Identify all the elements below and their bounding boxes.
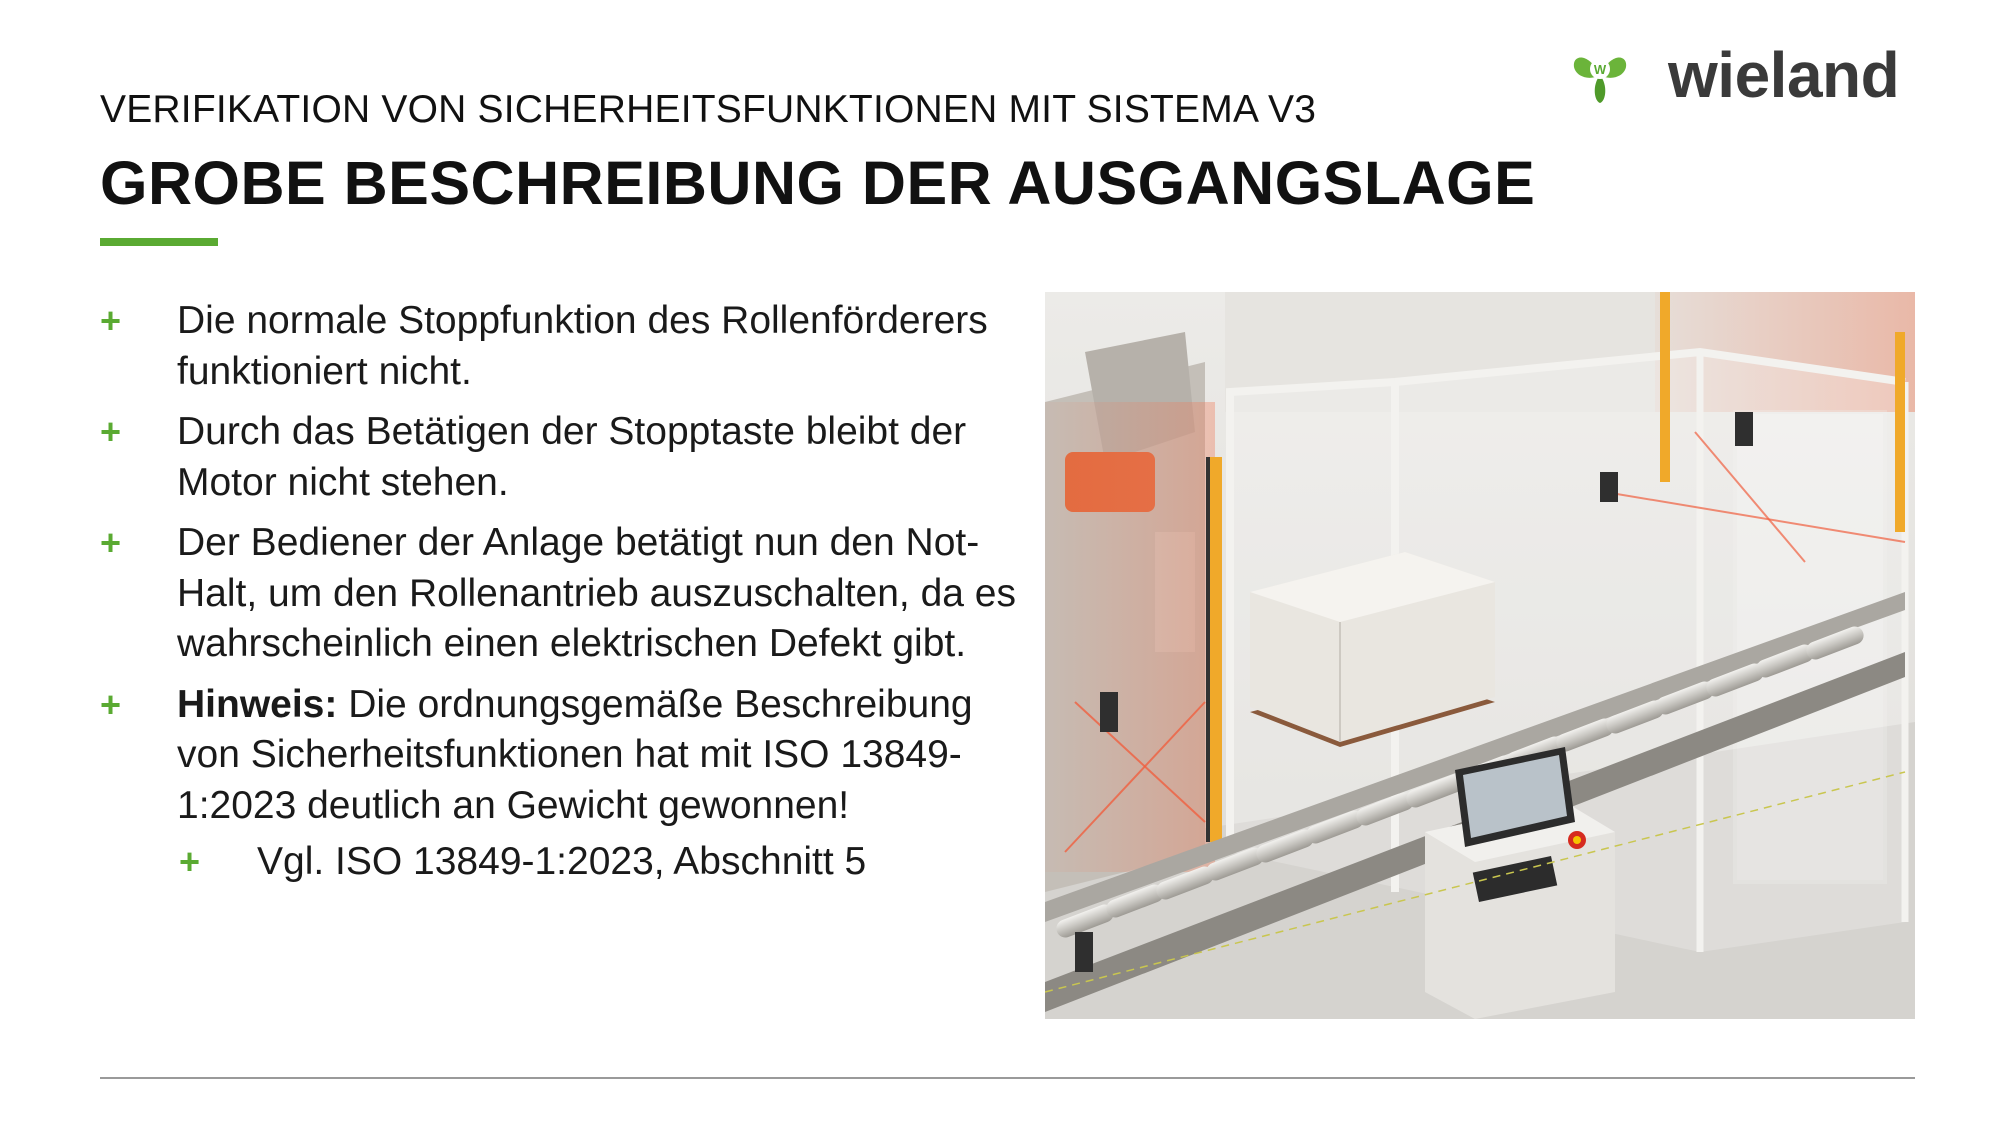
logo-wordmark: wieland: [1668, 39, 1900, 111]
bullet-text: Die normale Stoppfunktion des Rollenförderers funktioniert nicht.: [177, 299, 988, 393]
plus-icon: +: [100, 300, 122, 341]
sub-bullet-text: Vgl. ISO 13849-1:2023, Abschnitt 5: [257, 840, 867, 883]
logo-icon-letter: W: [1593, 62, 1607, 77]
conveyor-illustration: [1045, 292, 1915, 1019]
sub-bullet-item: [177, 837, 1020, 888]
hint-label: Hinweis:: [177, 682, 338, 726]
conveyor-safety-scene: [1045, 292, 1915, 1019]
plus-icon: +: [100, 411, 122, 452]
bullet-item: [100, 407, 1020, 508]
plus-icon: +: [100, 683, 122, 725]
bullet-item: [100, 296, 1020, 397]
wieland-leaf-icon: [1570, 45, 1630, 105]
bullet-item: [100, 518, 1020, 670]
wieland-logo: [1570, 40, 1930, 110]
plus-icon: +: [100, 522, 122, 563]
bullet-list: [100, 296, 1020, 898]
plus-icon: +: [179, 841, 201, 882]
slide-subtitle: VERIFIKATION VON SICHERHEITSFUNKTIONEN MIT SISTEMA V3: [100, 88, 1317, 131]
bullet-text: Die ordnungsgemäße Beschreibung von Sicherheitsfunktionen hat mit ISO 13849-1:2023 deutlich an Gewicht gewonnen!: [177, 682, 973, 827]
bullet-text: Der Bediener der Anlage betätigt nun den Not-Halt, um den Rollenantrieb auszuschalten, da es wahrscheinlich einen elektrischen Defekt gibt.: [177, 521, 1016, 665]
slide-title: GROBE BESCHREIBUNG DER AUSGANGSLAGE: [100, 149, 1536, 217]
bullet-item: [100, 680, 1020, 888]
title-accent-rule: [100, 238, 218, 246]
bullet-text: Durch das Betätigen der Stopptaste bleibt der Motor nicht stehen.: [177, 410, 967, 504]
footer-rule: [100, 1077, 1915, 1079]
